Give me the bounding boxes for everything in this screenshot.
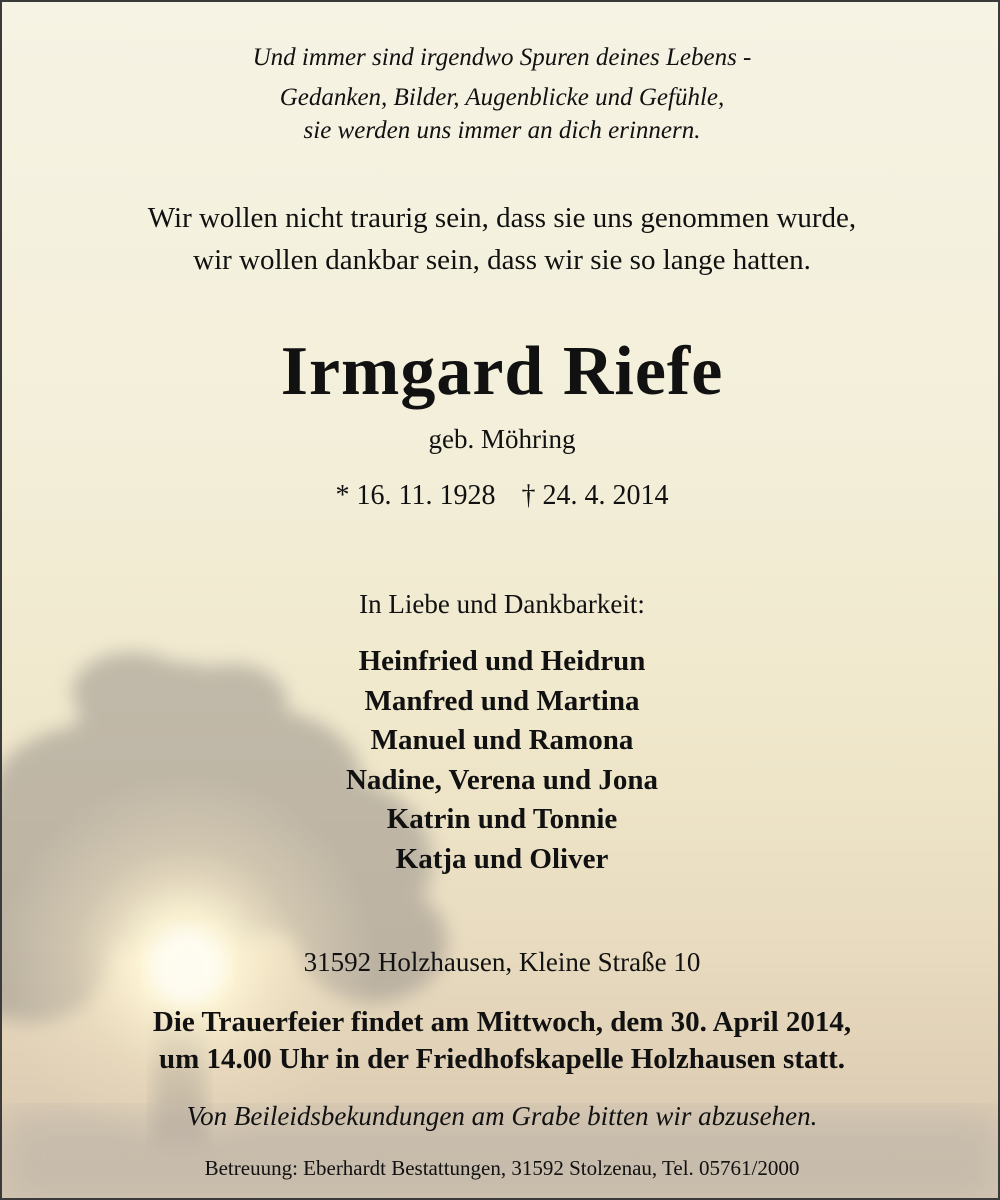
motto-line-1: Und immer sind irgendwo Spuren deines Lebens -: [252, 44, 752, 71]
death-date: † 24. 4. 2014: [521, 480, 669, 511]
mourner-entry: Heinfried und Heidrun: [358, 645, 646, 677]
birth-date: * 16. 11. 1928: [335, 480, 496, 511]
condolence-note: Von Beileidsbekundungen am Grabe bitten wir abzusehen.: [186, 1101, 818, 1131]
mourners-intro: In Liebe und Dankbarkeit:: [359, 589, 645, 619]
undertaker-footer: Betreuung: Eberhardt Bestattungen, 31592 Stolzenau, Tel. 05761/2000: [204, 1156, 800, 1180]
funeral-line-2: um 14.00 Uhr in der Friedhofskapelle Holzhausen statt.: [158, 1043, 846, 1075]
mourner-entry: Manuel und Ramona: [370, 724, 634, 757]
quote-line-1: Wir wollen nicht traurig sein, dass sie uns genommen wurde,: [147, 202, 857, 234]
motto-line-2: Gedanken, Bilder, Augenblicke und Gefühle,: [279, 84, 725, 111]
funeral-line-1: Die Trauerfeier findet am Mittwoch, dem 30. April 2014,: [152, 1006, 852, 1038]
birth-name: geb. Möhring: [428, 424, 576, 454]
motto-line-3: sie werden uns immer an dich erinnern.: [303, 117, 701, 144]
mourner-entry: Katja und Oliver: [395, 842, 609, 875]
mourner-entry: Nadine, Verena und Jona: [345, 763, 659, 796]
life-dates: [2, 479, 1000, 513]
mourners-list: [2, 642, 1000, 880]
mourner-entry: Katrin und Tonnie: [386, 803, 618, 836]
deceased-name: Irmgard Riefe: [280, 333, 724, 410]
address: 31592 Holzhausen, Kleine Straße 10: [303, 947, 701, 977]
quote-line-2: wir wollen dankbar sein, dass wir sie so lange hatten.: [193, 244, 811, 276]
mourner-entry: Manfred und Martina: [364, 684, 640, 717]
